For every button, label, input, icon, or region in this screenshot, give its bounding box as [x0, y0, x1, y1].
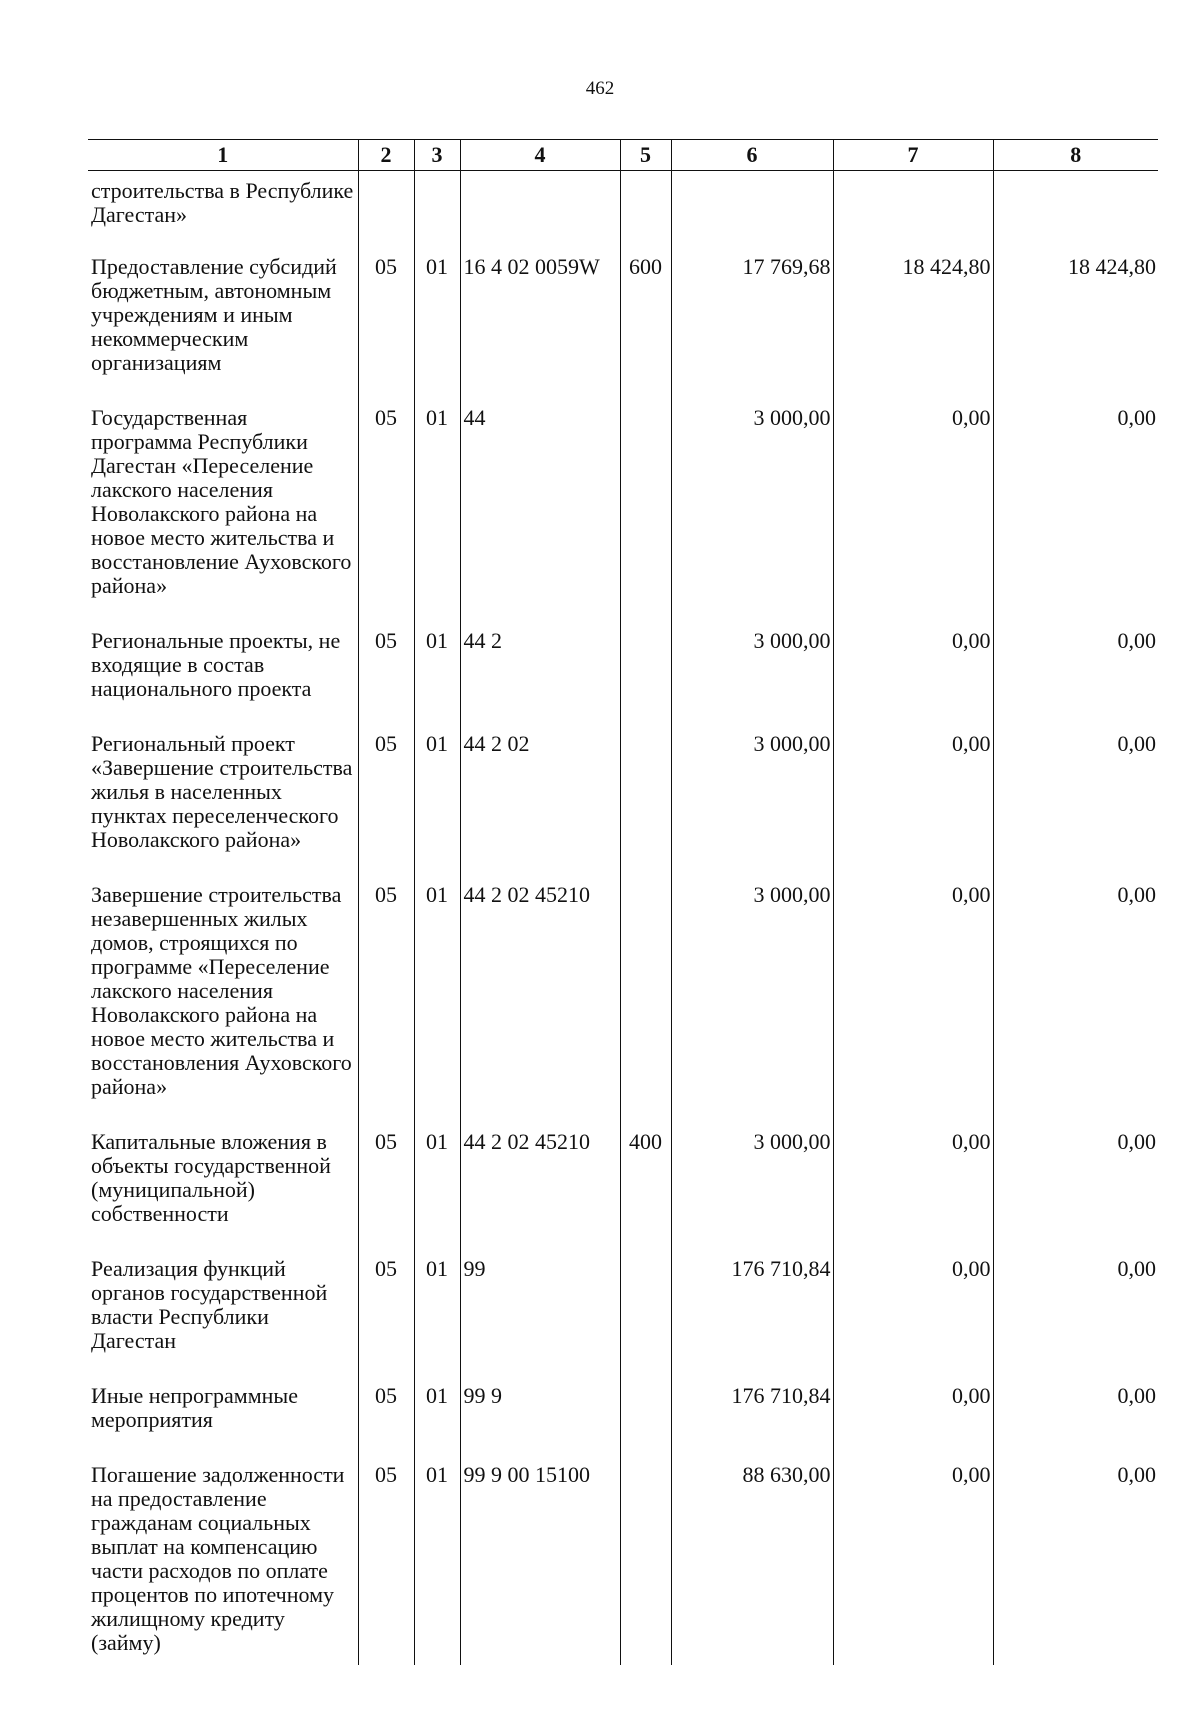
row-amount-year-3: 0,00 [993, 726, 1158, 877]
table-row [88, 1378, 1158, 1457]
page-number: 462 [585, 78, 615, 99]
row-amount-year-3: 0,00 [993, 1251, 1158, 1378]
row-section: 05 [358, 1457, 414, 1665]
row-section: 05 [358, 400, 414, 623]
row-amount-year-1: 3 000,00 [671, 623, 833, 726]
budget-table-container [88, 139, 1158, 1665]
row-subsection: 01 [414, 623, 460, 726]
row-amount-year-2: 0,00 [833, 1378, 993, 1457]
row-amount-year-2: 18 424,80 [833, 249, 993, 400]
row-amount-year-2: 0,00 [833, 1251, 993, 1378]
row-amount-year-3: 0,00 [993, 1124, 1158, 1251]
column-header: 2 [358, 140, 414, 171]
row-subsection: 01 [414, 249, 460, 400]
row-section: 05 [358, 1124, 414, 1251]
table-row [88, 249, 1158, 400]
table-row [88, 1457, 1158, 1665]
row-target-code: 99 9 00 15100 [460, 1457, 620, 1665]
row-subsection: 01 [414, 726, 460, 877]
row-expense-type: 400 [620, 1124, 671, 1251]
row-amount-year-2 [833, 171, 993, 250]
row-expense-type [620, 1457, 671, 1665]
row-target-code: 44 2 02 [460, 726, 620, 877]
row-name: строительства в Республике Дагестан» [91, 178, 354, 227]
row-subsection: 01 [414, 1124, 460, 1251]
row-name: Завершение строительства незавершенных жилых домов, строящихся по программе «Переселение лакского населения Новолакского района на новое место жительства и восстановления Ауховского района» [91, 882, 352, 1099]
row-amount-year-1: 3 000,00 [671, 726, 833, 877]
row-section: 05 [358, 877, 414, 1124]
row-name: Государственная программа Республики Дагестан «Переселение лакского населения Новолакского района на новое место жительства и восстановление Ауховского района» [91, 405, 352, 598]
row-target-code: 99 [460, 1251, 620, 1378]
row-target-code: 99 9 [460, 1378, 620, 1457]
row-expense-type [620, 1251, 671, 1378]
table-header-row [88, 140, 1158, 171]
column-header: 5 [620, 140, 671, 171]
row-amount-year-1: 176 710,84 [671, 1378, 833, 1457]
row-section: 05 [358, 1378, 414, 1457]
row-subsection: 01 [414, 877, 460, 1124]
row-section: 05 [358, 623, 414, 726]
row-amount-year-3: 0,00 [993, 400, 1158, 623]
row-subsection: 01 [414, 1251, 460, 1378]
row-amount-year-2: 0,00 [833, 1457, 993, 1665]
table-row [88, 726, 1158, 877]
row-target-code: 44 2 [460, 623, 620, 726]
row-section: 05 [358, 249, 414, 400]
row-amount-year-2: 0,00 [833, 1124, 993, 1251]
row-amount-year-1: 176 710,84 [671, 1251, 833, 1378]
row-amount-year-1: 3 000,00 [671, 877, 833, 1124]
row-name: Капитальные вложения в объекты государственной (муниципальной) собственности [91, 1129, 331, 1226]
row-amount-year-1: 3 000,00 [671, 1124, 833, 1251]
row-amount-year-2: 0,00 [833, 726, 993, 877]
row-amount-year-2: 0,00 [833, 877, 993, 1124]
row-expense-type [620, 726, 671, 877]
row-amount-year-3: 0,00 [993, 623, 1158, 726]
column-header: 6 [671, 140, 833, 171]
row-amount-year-1: 3 000,00 [671, 400, 833, 623]
column-header: 3 [414, 140, 460, 171]
row-amount-year-3: 0,00 [993, 1457, 1158, 1665]
row-target-code: 44 [460, 400, 620, 623]
row-expense-type [620, 171, 671, 250]
row-name: Региональные проекты, не входящие в состав национального проекта [91, 628, 341, 701]
row-subsection [414, 171, 460, 250]
row-section [358, 171, 414, 250]
table-row [88, 877, 1158, 1124]
row-amount-year-1: 17 769,68 [671, 249, 833, 400]
row-name: Региональный проект «Завершение строительства жилья в населенных пунктах переселенческого Новолакского района» [91, 731, 353, 852]
row-section: 05 [358, 1251, 414, 1378]
row-amount-year-1 [671, 171, 833, 250]
row-amount-year-1: 88 630,00 [671, 1457, 833, 1665]
column-header: 1 [88, 140, 358, 171]
row-name: Погашение задолженности на предоставление гражданам социальных выплат на компенсацию части расходов по оплате процентов по ипотечному жилищному кредиту (займу) [91, 1462, 345, 1655]
table-row [88, 400, 1158, 623]
row-target-code: 44 2 02 45210 [460, 877, 620, 1124]
row-expense-type [620, 400, 671, 623]
column-header: 7 [833, 140, 993, 171]
row-expense-type [620, 877, 671, 1124]
row-expense-type [620, 1378, 671, 1457]
row-target-code [460, 171, 620, 250]
table-row [88, 1251, 1158, 1378]
row-target-code: 16 4 02 0059W [460, 249, 620, 400]
row-amount-year-2: 0,00 [833, 623, 993, 726]
row-subsection: 01 [414, 1378, 460, 1457]
row-name: Иные непрограммные мероприятия [91, 1383, 298, 1432]
row-subsection: 01 [414, 1457, 460, 1665]
budget-table [88, 139, 1158, 1665]
table-row [88, 171, 1158, 250]
row-subsection: 01 [414, 400, 460, 623]
row-amount-year-2: 0,00 [833, 400, 993, 623]
row-section: 05 [358, 726, 414, 877]
row-amount-year-3: 0,00 [993, 877, 1158, 1124]
row-amount-year-3 [993, 171, 1158, 250]
row-target-code: 44 2 02 45210 [460, 1124, 620, 1251]
row-name: Предоставление субсидий бюджетным, автономным учреждениям и иным некоммерческим организациям [91, 254, 337, 375]
row-expense-type: 600 [620, 249, 671, 400]
table-row [88, 623, 1158, 726]
row-name: Реализация функций органов государственной власти Республики Дагестан [91, 1256, 328, 1353]
column-header: 4 [460, 140, 620, 171]
column-header: 8 [993, 140, 1158, 171]
row-amount-year-3: 0,00 [993, 1378, 1158, 1457]
table-row [88, 1124, 1158, 1251]
row-amount-year-3: 18 424,80 [993, 249, 1158, 400]
row-expense-type [620, 623, 671, 726]
